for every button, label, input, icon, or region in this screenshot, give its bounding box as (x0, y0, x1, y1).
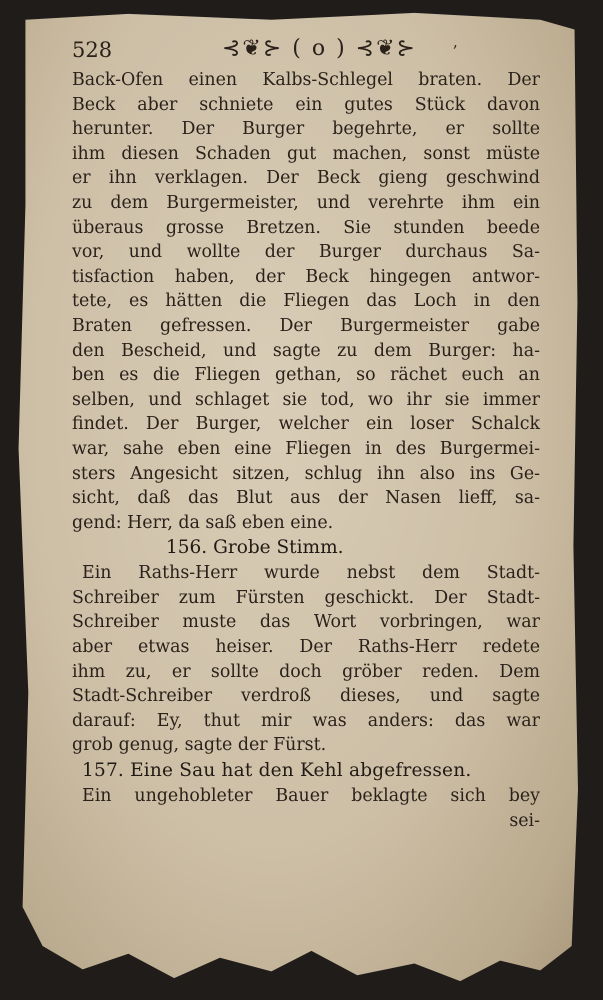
text-line: selben, und schlaget sie tod, wo ihr sie immer (72, 389, 540, 410)
text-line: war, sahe eben eine Fliegen in des Burgermei- (72, 438, 540, 459)
text-line: den Bescheid, und sagte zu dem Burger: ha- (72, 340, 540, 361)
corner-mark: ʼ (452, 42, 458, 61)
text-line: Braten gefressen. Der Burgermeister gabe (72, 315, 540, 336)
text-line: herunter. Der Burger begehrte, er sollte (72, 119, 540, 140)
text-line: sicht, daß das Blut aus der Nasen lieff, sa- (72, 488, 540, 509)
text-line: gend: Herr, da saß eben eine. (72, 512, 334, 533)
section-heading-157: 157. Eine Sau hat den Kehl abgefressen. (82, 760, 472, 782)
text-line: Back-Ofen einen Kalbs-Schlegel braten. Der (72, 70, 540, 90)
text-line: ihm zu, er sollte doch gröber reden. Dem (72, 661, 540, 682)
text-line: Ein Raths-Herr wurde nebst dem Stadt- (82, 563, 540, 584)
text-line: aber etwas heiser. Der Raths-Herr redete (72, 637, 540, 658)
text-line: grob genug, sagte der Fürst. (72, 735, 327, 756)
text-line: Schreiber muste das Wort vorbringen, war (72, 612, 540, 633)
text-line: darauf: Ey, thut mir was anders: das war (72, 710, 540, 731)
text-line: Beck aber schniete ein gutes Stück davon (72, 94, 540, 115)
body-text (72, 68, 540, 833)
text-line: sters Angesicht sitzen, schlug ihn also ins Ge- (72, 463, 540, 484)
text-line: sei- (509, 810, 540, 831)
text-line: Schreiber zum Fürsten geschickt. Der Stadt- (72, 587, 540, 608)
text-line: überaus grosse Bretzen. Sie stunden beede (72, 217, 540, 238)
page-header (72, 34, 542, 70)
text-line: Stadt-Schreiber verdroß dieses, und sagte (72, 686, 540, 707)
text-line: zu dem Burgermeister, und verehrte ihm ein (72, 192, 540, 213)
header-ornament: ⊰❦⊱ ( o ) ⊰❦⊱ (222, 36, 417, 61)
text-line: tisfaction haben, der Beck hingegen antwor- (72, 266, 540, 287)
text-line: tete, es hätten die Fliegen das Loch in den (72, 291, 540, 312)
text-line: findet. Der Burger, welcher ein loser Schalck (72, 414, 540, 435)
text-line: ben es die Fliegen gethan, so rächet euch an (72, 365, 540, 386)
text-line: vor, und wollte der Burger durchaus Sa- (72, 242, 540, 263)
section-heading-156: 156. Grobe Stimm. (166, 537, 344, 559)
text-line: Ein ungehobleter Bauer beklagte sich bey (82, 786, 540, 807)
text-line: er ihn verklagen. Der Beck gieng geschwind (72, 168, 540, 189)
text-line: ihm diesen Schaden gut machen, sonst müste (72, 143, 540, 164)
page-number: 528 (72, 38, 113, 62)
